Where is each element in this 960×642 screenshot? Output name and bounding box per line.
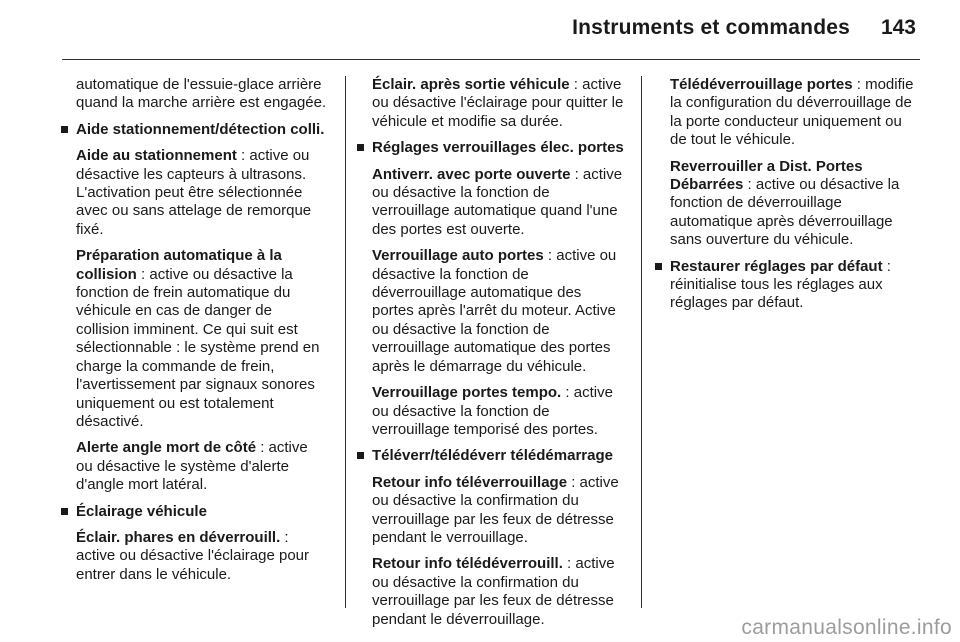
bullet-square-icon [61,508,68,515]
bullet-square-icon [357,144,364,151]
bullet-title: Aide stationnement/détection colli. [76,120,325,138]
term: Préparation automatique à la collision [76,247,282,283]
paragraph-headlight-unlock [76,529,328,584]
column-1 [76,76,328,592]
term: Verrouillage auto portes [372,247,544,265]
paragraph-blind-spot [76,439,328,494]
bullet-title: Réglages verrouillages élec. portes [372,139,624,157]
paragraph-remote-door-unlock [670,76,922,150]
description: : réinitialise tous les réglages aux réglages par défaut. [670,257,891,312]
paragraph-exit-lighting [372,76,624,131]
bullet-square-icon [61,126,68,133]
bullet-parking-collision [76,121,328,139]
description: : active ou désactive la confirmation du verrouillage par les feux de détresse pendant le déverrouillage. [372,555,615,628]
header-title: Instruments et commandes [572,16,850,39]
paragraph-remote-lock-feedback [372,474,624,548]
description: : active ou désactive la fonction de déverrouillage automatique des portes après l'arrêt du moteur. Active ou désactive la fonction de verrouillage automatique des portes après le démarrage du véhicule. [372,247,617,375]
bullet-title: Éclairage véhicule [76,502,207,520]
term: Verrouillage portes tempo. [372,384,562,402]
paragraph-collision-prep [76,247,328,431]
description: : active ou désactive le système d'alerte d'angle mort latéral. [76,439,308,494]
intro-text: automatique de l'essuie-glace arrière quand la marche arrière est engagée. [76,76,327,112]
bullet-title: Restaurer réglages par défaut [670,257,883,275]
bullet-title: Téléverr/télédéverr télédémarrage [372,447,613,465]
paragraph-open-door-antilock [372,166,624,240]
description: : active ou désactive la confirmation du verrouillage par les feux de détresse pendant le verrouillage. [372,473,619,546]
paragraph-parking-aid [76,147,328,239]
term: Télédéverrouillage portes [670,76,853,93]
page-number: 143 [880,16,916,39]
description: : active ou désactive la fonction de verrouillage temporisé des portes. [372,384,613,438]
paragraph-delayed-lock [372,384,624,439]
description: : active ou désactive les capteurs à ultrasons. L'activation peut être sélectionnée avec ou sans attelage de remorque fixé. [76,147,312,238]
term: Éclair. phares en déverrouill. [76,528,281,546]
bullet-remote-lock [372,447,624,465]
description: : modifie la configuration du déverrouillage de la porte conducteur uniquement ou de tout le véhicule. [670,76,914,149]
bullet-vehicle-lighting [76,503,328,521]
bullet-door-locks [372,139,624,157]
bullet-square-icon [357,452,364,459]
column-3 [670,76,922,321]
description: : active ou désactive l'éclairage pour quitter le véhicule et modifie sa durée. [372,76,624,130]
column-divider [641,76,642,608]
paragraph-auto-door-lock [372,247,624,376]
term: Retour info télédéverrouill. [372,555,563,573]
term: Éclair. après sortie véhicule [372,76,570,93]
term: Reverrouiller a Dist. Portes Débarrées [670,157,863,194]
paragraph-remote-unlock-feedback [372,555,624,629]
paragraph-relock-unopened [670,158,922,250]
term: Antiverr. avec porte ouverte [372,165,571,183]
description: : active ou désactive l'éclairage pour entrer dans le véhicule. [76,528,309,583]
term: Retour info téléverrouillage [372,473,568,491]
bullet-square-icon [655,263,662,270]
watermark: carmanualsonline.info [741,616,952,639]
column-divider [345,76,346,608]
page-header [0,0,960,60]
description: : active ou désactive la fonction de déverrouillage automatique après déverrouillage sans ouverture du véhicule. [670,176,900,249]
description: : active ou désactive la fonction de frein automatique du véhicule en cas de danger de collision imminent. Ce qui suit est sélectionnable : le système prend en charge la commande de frein, l'avertissement par signaux sonores uniquement ou est totalement désactivé. [76,265,320,430]
bullet-restore-defaults [670,258,922,313]
header-rule [62,59,920,60]
description: : active ou désactive la fonction de verrouillage automatique quand l'une des portes est ouverte. [372,165,623,238]
column-2 [372,76,624,637]
term: Aide au stationnement [76,147,237,165]
term: Alerte angle mort de côté [76,439,257,457]
